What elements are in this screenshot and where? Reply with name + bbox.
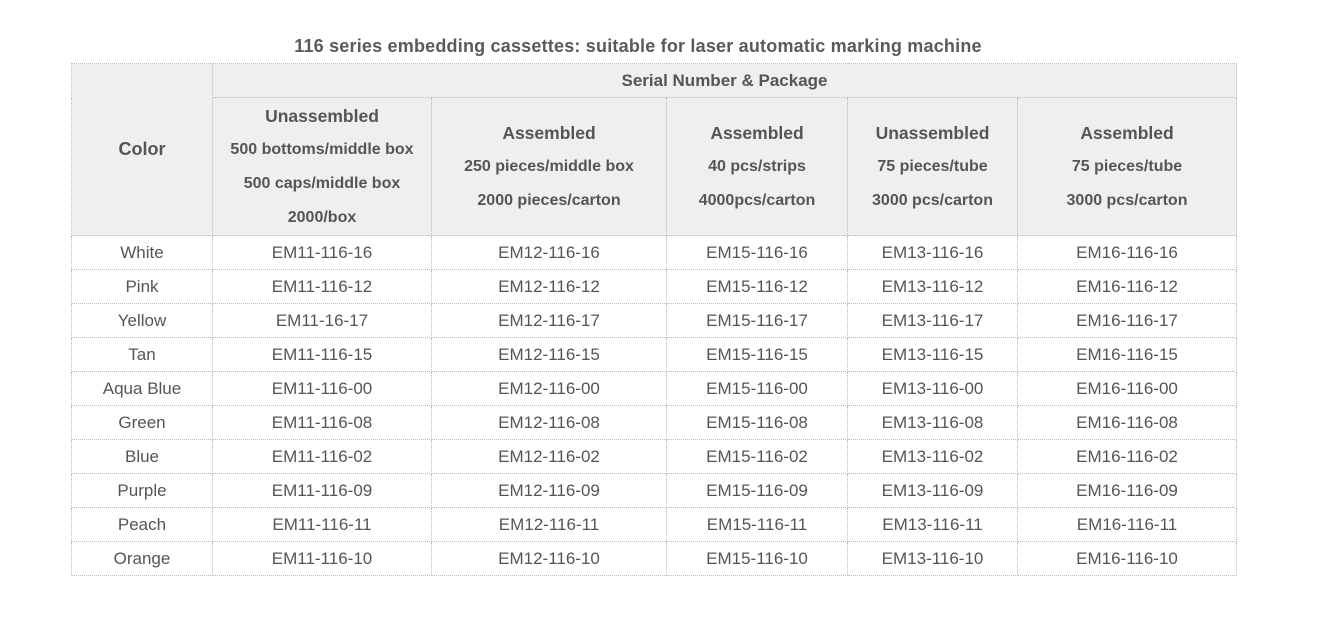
table-row <box>72 338 1237 372</box>
package-detail-label: 3000 pcs/carton <box>872 191 993 209</box>
serial-number-cell: EM13-116-11 <box>848 508 1018 542</box>
serial-number-cell: EM12-116-11 <box>432 508 667 542</box>
serial-number-cell: EM12-116-12 <box>432 270 667 304</box>
table-row <box>72 304 1237 338</box>
table-row <box>72 406 1237 440</box>
color-cell: Green <box>72 406 213 440</box>
package-detail-label: 500 caps/middle box <box>243 174 401 192</box>
product-table <box>71 63 1237 576</box>
page-title: 116 series embedding cassettes: suitable for laser automatic marking machine <box>294 36 982 56</box>
color-cell: Aqua Blue <box>72 372 213 406</box>
serial-number-cell: EM13-116-09 <box>848 474 1018 508</box>
package-header-5 <box>1018 98 1237 236</box>
package-detail-label: 4000pcs/carton <box>698 191 816 209</box>
package-type-label: Assembled <box>1080 122 1174 143</box>
serial-number-cell: EM12-116-17 <box>432 304 667 338</box>
serial-number-cell: EM11-116-08 <box>213 406 432 440</box>
package-detail-label: 40 pcs/strips <box>708 157 806 175</box>
serial-number-cell: EM16-116-02 <box>1018 440 1237 474</box>
package-detail-label: 75 pieces/tube <box>1071 157 1183 175</box>
serial-number-cell: EM16-116-00 <box>1018 372 1237 406</box>
package-detail-label: 2000 pieces/carton <box>477 191 621 209</box>
serial-number-cell: EM12-116-08 <box>432 406 667 440</box>
serial-number-cell: EM13-116-00 <box>848 372 1018 406</box>
header-row-group <box>72 64 1237 98</box>
serial-number-cell: EM12-116-10 <box>432 542 667 576</box>
serial-number-cell: EM16-116-11 <box>1018 508 1237 542</box>
color-column-header: Color <box>72 64 213 236</box>
package-detail-label: 250 pieces/middle box <box>464 157 634 175</box>
serial-number-cell: EM16-116-16 <box>1018 236 1237 270</box>
serial-number-cell: EM13-116-02 <box>848 440 1018 474</box>
package-type-label: Unassembled <box>875 122 990 143</box>
serial-number-cell: EM11-116-15 <box>213 338 432 372</box>
package-detail-label: 3000 pcs/carton <box>1066 191 1188 209</box>
serial-number-cell: EM12-116-15 <box>432 338 667 372</box>
color-cell: Peach <box>72 508 213 542</box>
serial-number-cell: EM16-116-15 <box>1018 338 1237 372</box>
package-header-3 <box>667 98 848 236</box>
table-row <box>72 440 1237 474</box>
serial-number-cell: EM15-116-12 <box>667 270 848 304</box>
color-cell: White <box>72 236 213 270</box>
serial-number-cell: EM16-116-17 <box>1018 304 1237 338</box>
table-row <box>72 236 1237 270</box>
serial-number-cell: EM11-116-10 <box>213 542 432 576</box>
serial-number-cell: EM11-116-02 <box>213 440 432 474</box>
serial-number-cell: EM15-116-17 <box>667 304 848 338</box>
color-cell: Orange <box>72 542 213 576</box>
serial-number-cell: EM12-116-16 <box>432 236 667 270</box>
serial-number-cell: EM13-116-10 <box>848 542 1018 576</box>
package-type-label: Assembled <box>710 122 804 143</box>
serial-number-cell: EM11-116-12 <box>213 270 432 304</box>
serial-number-cell: EM15-116-00 <box>667 372 848 406</box>
serial-number-cell: EM13-116-08 <box>848 406 1018 440</box>
color-cell: Tan <box>72 338 213 372</box>
serial-number-cell: EM15-116-08 <box>667 406 848 440</box>
serial-package-header: Serial Number & Package <box>213 64 1237 98</box>
color-cell: Blue <box>72 440 213 474</box>
table-row <box>72 372 1237 406</box>
package-detail-label: 500 bottoms/middle box <box>230 140 414 158</box>
serial-number-cell: EM11-116-00 <box>213 372 432 406</box>
package-detail-label: 2000/box <box>287 208 357 226</box>
package-type-label: Unassembled <box>265 105 379 126</box>
package-type-label: Assembled <box>502 122 596 143</box>
table-body <box>72 64 1237 576</box>
serial-number-cell: EM12-116-00 <box>432 372 667 406</box>
package-header-2 <box>432 98 667 236</box>
color-cell: Purple <box>72 474 213 508</box>
serial-number-cell: EM15-116-02 <box>667 440 848 474</box>
serial-number-cell: EM11-116-09 <box>213 474 432 508</box>
color-cell: Yellow <box>72 304 213 338</box>
serial-number-cell: EM16-116-12 <box>1018 270 1237 304</box>
serial-number-cell: EM15-116-11 <box>667 508 848 542</box>
serial-number-cell: EM15-116-10 <box>667 542 848 576</box>
package-header-1 <box>213 98 432 236</box>
serial-number-cell: EM13-116-15 <box>848 338 1018 372</box>
serial-number-cell: EM16-116-09 <box>1018 474 1237 508</box>
serial-number-cell: EM13-116-17 <box>848 304 1018 338</box>
color-cell: Pink <box>72 270 213 304</box>
serial-number-cell: EM12-116-02 <box>432 440 667 474</box>
package-detail-label: 75 pieces/tube <box>877 157 988 175</box>
serial-number-cell: EM15-116-15 <box>667 338 848 372</box>
serial-number-cell: EM16-116-10 <box>1018 542 1237 576</box>
table-row <box>72 508 1237 542</box>
table-row <box>72 542 1237 576</box>
serial-number-cell: EM15-116-09 <box>667 474 848 508</box>
serial-number-cell: EM11-116-11 <box>213 508 432 542</box>
table-row <box>72 270 1237 304</box>
serial-number-cell: EM13-116-12 <box>848 270 1018 304</box>
serial-number-cell: EM12-116-09 <box>432 474 667 508</box>
serial-number-cell: EM13-116-16 <box>848 236 1018 270</box>
header-row-packages <box>72 98 1237 236</box>
serial-number-cell: EM11-16-17 <box>213 304 432 338</box>
package-header-4 <box>848 98 1018 236</box>
serial-number-cell: EM11-116-16 <box>213 236 432 270</box>
serial-number-cell: EM16-116-08 <box>1018 406 1237 440</box>
table-row <box>72 474 1237 508</box>
serial-number-cell: EM15-116-16 <box>667 236 848 270</box>
